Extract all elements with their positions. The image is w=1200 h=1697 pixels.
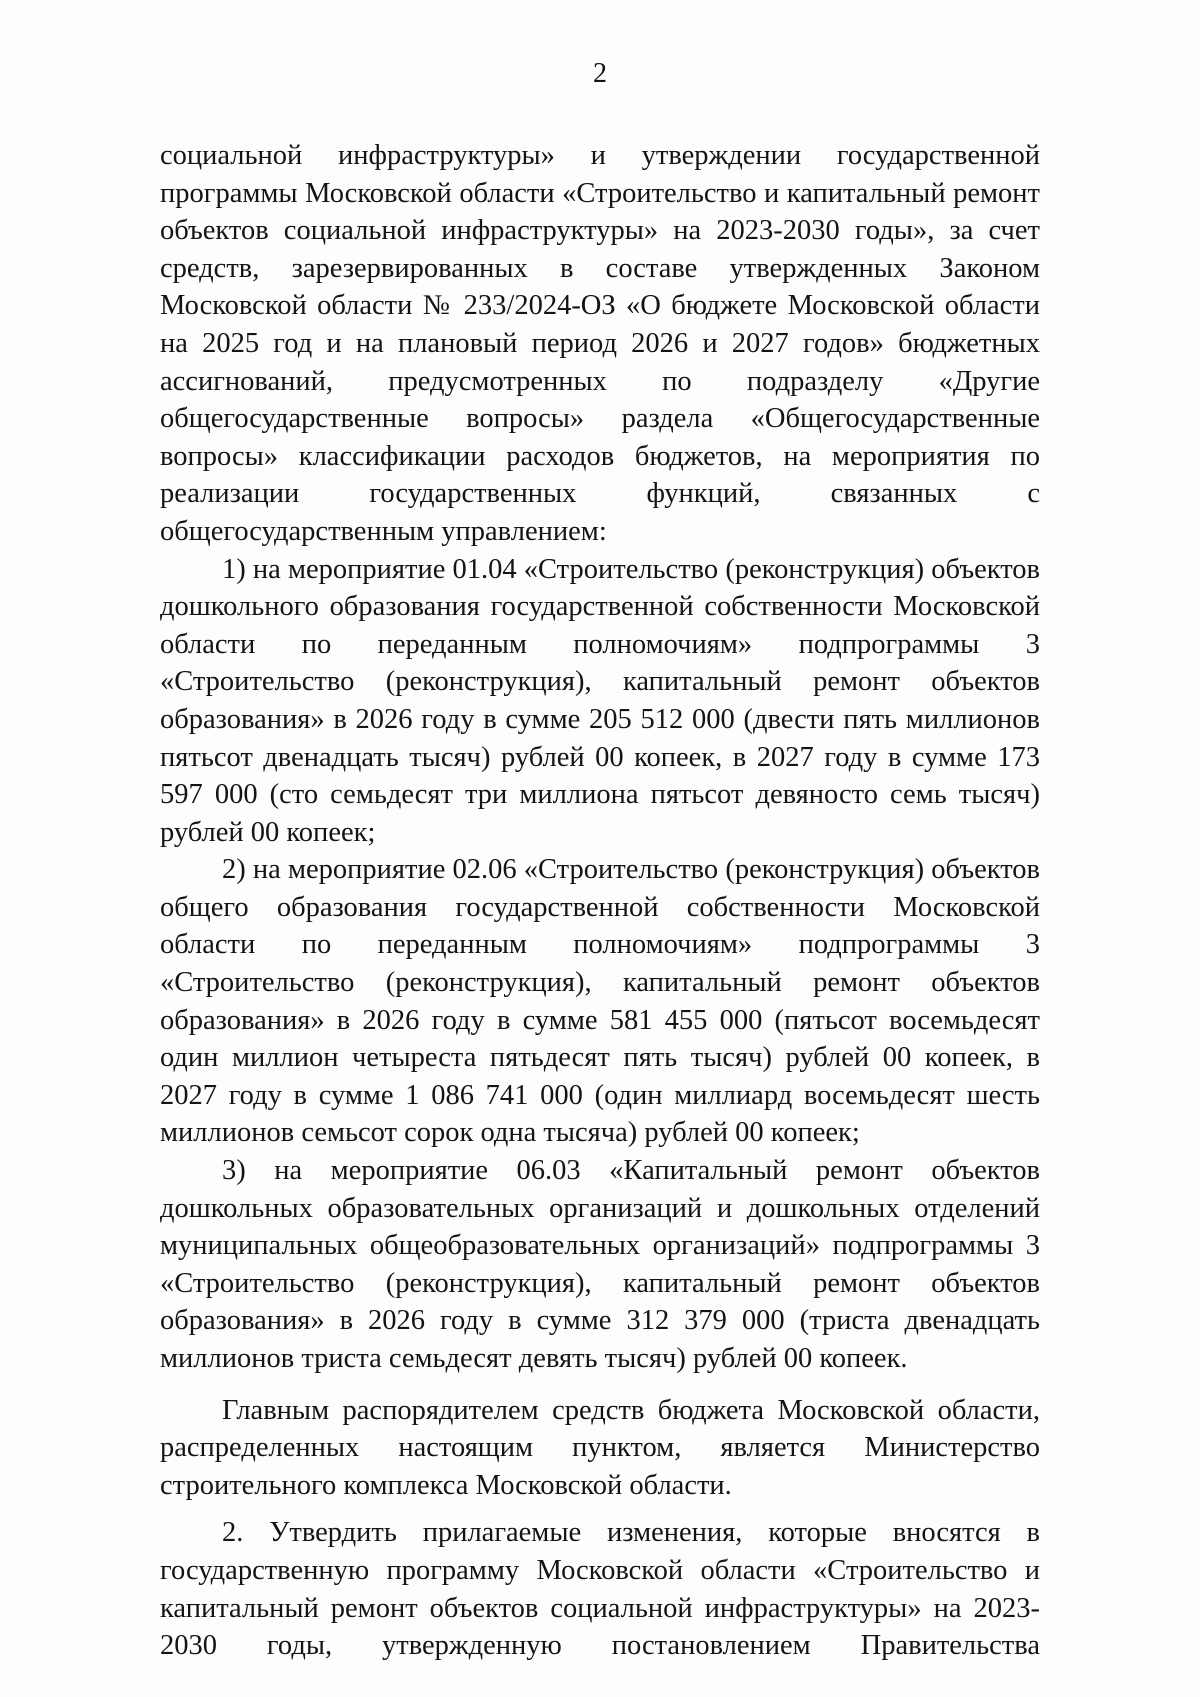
paragraph-item-1: 1) на мероприятие 01.04 «Строительство (реконструкция) объектов дошкольного образования государственной собственности Московской области по переданным полномочиям» подпрограммы 3 «Строительство (реконструкция), капитальный ремонт объектов образования» в 2026 году в сумме 205 512 000 (двести пять миллионов пятьсот двенадцать тысяч) рублей 00 копеек, в 2027 году в сумме 173 597 000 (сто семьдесят три миллиона пятьсот девяносто семь тысяч) рублей 00 копеек; (160, 553, 1040, 848)
paragraph-main-manager: Главным распорядителем средств бюджета Московской области, распределенных настоящим пунктом, является Министерство строительного комплекса Московской области. (160, 1394, 1040, 1501)
paragraph-item-3: 3) на мероприятие 06.03 «Капитальный ремонт объектов дошкольных образовательных организаций и дошкольных отделений муниципальных общеобразовательных организаций» подпрограммы 3 «Строительство (реконструкция), капитальный ремонт объектов образования» в 2026 году в сумме 312 379 000 (триста двенадцать миллионов триста семьдесят девять тысяч) рублей 00 копеек. (160, 1155, 1040, 1374)
page-number: 2 (593, 58, 607, 89)
paragraph-item-2: 2) на мероприятие 02.06 «Строительство (реконструкция) объектов общего образования государственной собственности Московской области по переданным полномочиям» подпрограммы 3 «Строительство (реконструкция), капитальный ремонт объектов образования» в 2026 году в сумме 581 455 000 (пятьсот восемьдесят один миллион четыреста пятьдесят пять тысяч) рублей 00 копеек, в 2027 году в сумме 1 086 741 000 (один миллиард восемьдесят шесть миллионов семьсот сорок одна тысяча) рублей 00 копеек; (160, 854, 1040, 1149)
paragraph-point-2: 2. Утвердить прилагаемые изменения, которые вносятся в государственную программу Московской области «Строительство и капитальный ремонт объектов социальной инфраструктуры» на 2023-2030 годы, утвержденную постановлением Правительства (160, 1517, 1040, 1662)
document-body (160, 137, 1040, 1665)
paragraph-intro: социальной инфраструктуры» и утверждении государственной программы Московской области «Строительство и капитальный ремонт объектов социальной инфраструктуры» на 2023-2030 годы», за счет средств, зарезервированных в составе утвержденных Законом Московской области № 233/2024-ОЗ «О бюджете Московской области на 2025 год и на плановый период 2026 и 2027 годов» бюджетных ассигнований, предусмотренных по подразделу «Другие общегосударственные вопросы» раздела «Общегосударственные вопросы» классификации расходов бюджетов, на мероприятия по реализации государственных функций, связанных с общегосударственным управлением: (160, 140, 1040, 547)
